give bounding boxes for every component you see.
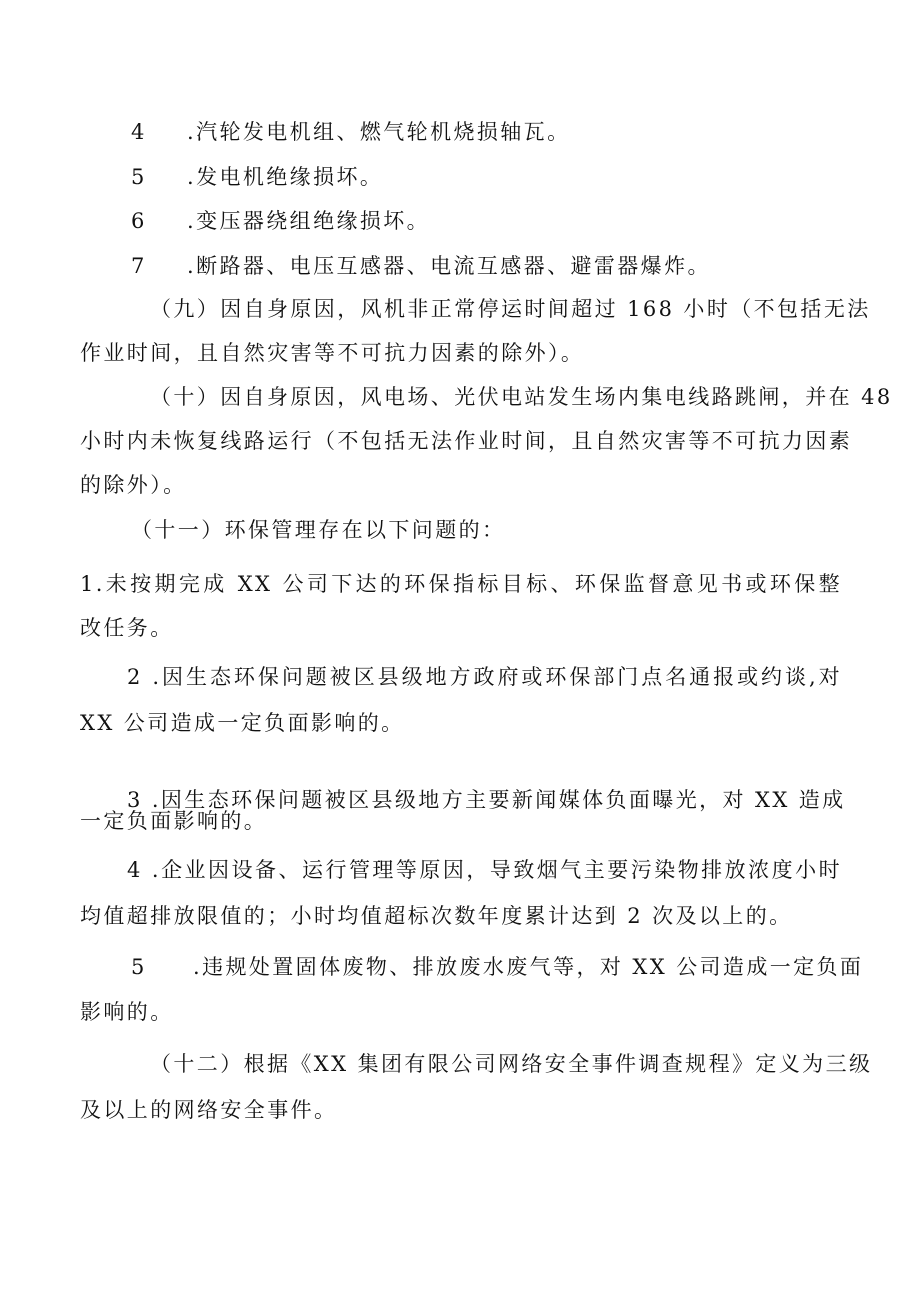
- item-text: .违规处置固体废物、排放废水废气等，对 XX 公司造成一定负面: [193, 955, 864, 979]
- item-text: .变压器绕组绝缘损坏。: [187, 209, 431, 233]
- paragraph-line: 一定负面影响的。: [80, 809, 268, 833]
- list-item: [131, 252, 751, 280]
- item-text: .发电机绝缘损坏。: [187, 165, 384, 189]
- paragraph-line: 均值超排放限值的；小时均值超标次数年度累计达到 2 次及以上的。: [80, 904, 793, 928]
- list-item: [131, 207, 731, 235]
- paragraph-line: 及以上的网络安全事件。: [80, 1098, 338, 1122]
- item-number: 7: [131, 254, 147, 278]
- paragraph-line: 的除外）。: [80, 473, 187, 497]
- paragraph-line: （十）因自身原因，风电场、光伏电站发生场内集电线路跳闸，并在 48: [150, 385, 893, 409]
- item-text: .断路器、电压互感器、电流互感器、避雷器爆炸。: [187, 254, 711, 278]
- item-number: 6: [131, 209, 147, 233]
- section-heading: （十一）环保管理存在以下问题的：: [131, 518, 506, 542]
- item-number: 4: [131, 120, 147, 144]
- paragraph-line: XX 公司造成一定负面影响的。: [80, 711, 405, 735]
- paragraph-line: 1.未按期完成 XX 公司下达的环保指标目标、环保监督意见书或环保整: [80, 572, 842, 596]
- paragraph-line: （九）因自身原因，风机非正常停运时间超过 168 小时（不包括无法: [150, 297, 871, 321]
- paragraph-line: 影响的。: [80, 1000, 174, 1024]
- paragraph-line: 改任务。: [80, 616, 174, 640]
- paragraph-line: [131, 953, 864, 981]
- paragraph-line: 作业时间，且自然灾害等不可抗力因素的除外）。: [80, 341, 585, 365]
- paragraph-line: 2 .因生态环保问题被区县级地方政府或环保部门点名通报或约谈,对: [127, 665, 842, 689]
- item-text: .汽轮发电机组、燃气轮机烧损轴瓦。: [187, 120, 571, 144]
- item-number: 5: [131, 165, 147, 189]
- paragraph-line: （十二）根据《XX 集团有限公司网络安全事件调查规程》定义为三级: [150, 1052, 873, 1076]
- paragraph-line: 4 .企业因设备、运行管理等原因，导致烟气主要污染物排放浓度小时: [127, 858, 842, 882]
- item-number: 5: [131, 955, 147, 979]
- paragraph-line: 小时内未恢复线路运行（不包括无法作业时间，且自然灾害等不可抗力因素: [80, 429, 853, 453]
- paragraph-line: 3 .因生态环保问题被区县级地方主要新闻媒体负面曝光，对 XX 造成: [127, 788, 846, 812]
- list-item: [131, 163, 731, 191]
- list-item: [131, 118, 731, 146]
